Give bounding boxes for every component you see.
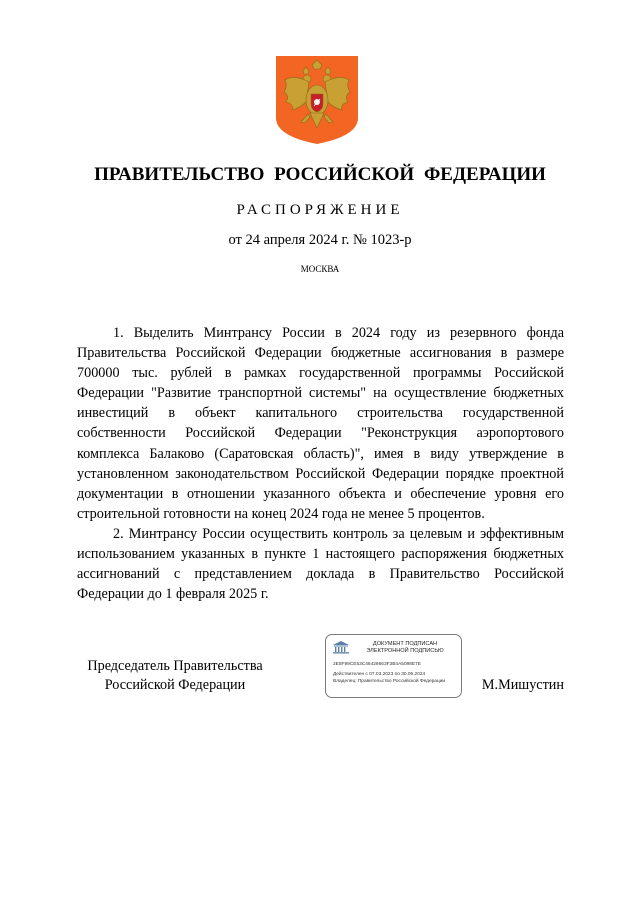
government-title: ПРАВИТЕЛЬСТВО РОССИЙСКОЙ ФЕДЕРАЦИИ [94,164,546,185]
certificate-serial: 2E5F99CE53C46428663F3B4A5098E7E [333,662,422,667]
stamp-header-line: ЭЛЕКТРОННОЙ ПОДПИСЬЮ [366,647,444,654]
signer-title-line: Председатель Правительства [87,658,263,674]
building-logo-icon [332,640,350,654]
certificate-owner: Владелец: Правительство Российской Федерации [333,679,446,684]
signer-title [70,657,280,695]
document-date-number: от 24 апреля 2024 г. № 1023-р [228,232,412,248]
document-body [77,323,564,604]
paragraph: 2. Минтрансу России осуществить контроль за целевым и эффективным использованием указанных в пункте 1 настоящего распоряжения бюджетных ассигнований с представлением доклада в Правительство Российской Федерации до 1 февраля 2025 г. [77,525,564,603]
russian-coat-of-arms-icon [276,56,358,144]
signer-title-line: Российской Федерации [104,677,246,693]
stamp-header-line: ДОКУМЕНТ ПОДПИСАН [372,641,438,647]
stamp-header [353,641,457,655]
certificate-validity: Действителен с 07.03.2023 по 30.05.2024 [333,672,426,677]
paragraph: 1. Выделить Минтрансу России в 2024 году из резервного фонда Правительства Российской Федерации бюджетные ассигнования в размере 700000 тыс. рублей в рамках государственной программы Российской Федерации "Развитие транспортной системы" на осуществление бюджетных инвестиций в объект капитального строительства государственной собственности Российской Федерации "Реконструкция аэропортового комплекса Балаково (Саратовская область)", имея в виду утверждение в установленном законодательством Российской Федерации порядке проектной документации в отношении указанного объекта и обеспечение уровня его строительной готовности на конец 2024 года не менее 5 процентов. [77,325,564,522]
signer-name: М.Мишустин [481,677,564,693]
document-city: МОСКВА [300,264,340,274]
document-type: РАСПОРЯЖЕНИЕ [236,202,404,218]
electronic-signature-stamp [325,634,462,698]
